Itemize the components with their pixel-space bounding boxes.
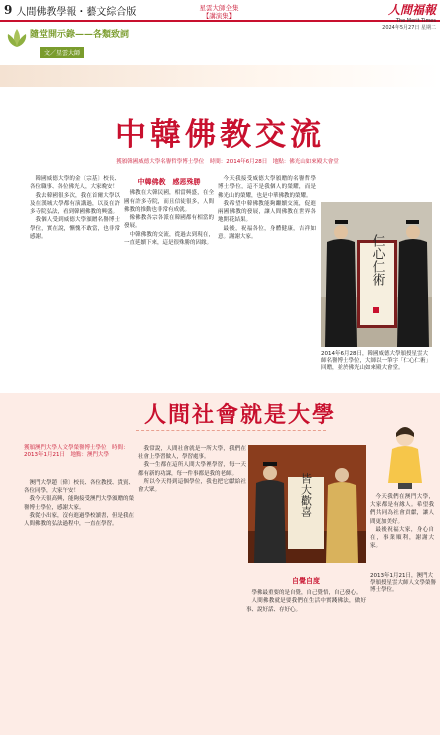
issue-date: 2024年5月27日 星期二 (382, 25, 436, 31)
page-header (0, 0, 440, 22)
paragraph: 佛教在大韓民國，相當興盛，在全國有許多寺院，而且信徒很多，人間佛教的推動也非常有成就。 (124, 190, 214, 213)
author-badge: 文／星雲大師 (40, 47, 84, 58)
paragraph: 我今天很高興，能夠接受澳門大學頒贈的榮譽博士學位，感謝大家。 (24, 496, 135, 511)
paragraph: 最後祝福大家，身心自在，事業順利，謝謝大家。 (370, 526, 434, 550)
paragraph: 今天我們在澳門大學，大家都是有緣人。希望我們共同為社會貢獻，讓人間更加美好。 (370, 494, 434, 525)
paragraph: 我個人受到威德大學頒贈名譽博士學位，實在說，慚愧不敢當，也非常感謝。 (30, 217, 120, 241)
ceremony-photo-illustration (321, 202, 432, 347)
headline-2: 人間社會就是大學 (143, 402, 336, 428)
article-column-1 (24, 479, 134, 528)
section-title: 人間佛教學報・藝文綜合版 (16, 6, 137, 18)
article-column-2 (124, 175, 214, 247)
paragraph: 所以今天得到這個學位，我也把它獻給社會大眾。 (138, 478, 246, 494)
series-label (188, 4, 250, 20)
article-column-3 (246, 573, 366, 614)
divider (136, 430, 326, 431)
paragraph: 我希望中韓佛教能夠繼續交流，促進兩國佛教的發展，讓人間佛教在世界各地開花結果。 (218, 200, 316, 224)
column-title: 隨堂開示錄——各類致詞 (30, 30, 130, 40)
bottom-article (0, 393, 440, 735)
subheading: 自覺自度 (292, 577, 320, 585)
paragraph: 我常說，人間社會就是一所大學，我們在社會上學習做人，學習處事。 (138, 446, 246, 461)
byline: 獲頒韓國威德大學名譽哲學博士學位 時間：2014年6月28日 地點：佛光山如來殿大會堂 (116, 159, 339, 165)
illustration-figure (378, 423, 432, 489)
paragraph: 今天我接受威德大學頒贈的名譽哲學博士學位，這不是我個人的榮耀，而是佛光山的榮耀，也是中華佛教的榮耀。 (218, 176, 316, 199)
page-number: 9 (4, 3, 13, 17)
article-column-1 (30, 175, 120, 241)
headline: 中韓佛教交流 (115, 117, 325, 153)
lotus-icon (4, 25, 30, 55)
paragraph: 人間佛教就是要我們在生活中實踐佛法，做好事、說好話、存好心。 (246, 598, 366, 613)
byline-2: 獲頒澳門大學人文學榮譽博士學位 時間：2013年1月21日 地點：澳門大學 (24, 445, 129, 458)
paragraph: 學佛最重要的是自覺，自己覺悟，自己發心。 (251, 590, 362, 597)
paragraph: 我去韓國很多次，我在首爾大學以及在漢城大學都有演講過，以及在許多寺院弘法，看到韓國佛教的興盛。 (30, 192, 120, 216)
header-wash (0, 65, 440, 87)
photo-caption-2: 2013年1月21日，澳門大學頒授星雲大師人文學榮譽博士學位。 (370, 573, 437, 593)
subheading: 中韓佛教 感恩殊勝 (137, 178, 201, 186)
paragraph: 韓國威德大學的金〔宗基〕校長、各位職事、各位佛光人，大家晚安！ (30, 176, 120, 191)
series-line1: 星雲大師全集 (199, 4, 239, 12)
calligraphy-text: 仁心仁術 (369, 234, 385, 286)
photo-caption: 2014年6月28日，韓國威德大學頒授星雲大師名譽博士學位，大師以一筆字「仁心仁術」回贈，並於佛光山如來殿大會堂。 (321, 351, 432, 371)
paragraph: 我從小出家，沒有進過學校讀書，但是我在人間佛教的弘法過程中，一直在學習。 (24, 512, 135, 528)
calligraphy-text-2: 皆大歡喜 (299, 473, 313, 517)
paragraph: 我一生都在這所人間大學裡學習，每一天都有新的功課，每一件事都是我的老師。 (138, 462, 246, 477)
paragraph: 最後，祝福各位，身體健康，吉祥如意。謝謝大家。 (218, 225, 316, 241)
top-article (0, 25, 440, 387)
ceremony-photo (321, 202, 432, 347)
logo-text: 人間福報 (387, 3, 436, 17)
series-line2: 【講演集】 (202, 12, 236, 20)
article-column-2 (138, 445, 246, 494)
paragraph: 中韓佛教的交流，從過去到現在，一直延續下來，這是很殊勝的因緣。 (124, 231, 214, 247)
paragraph: 澳門大學趙〔偉〕校長、各位教授、貴賓、各位同學，大家午安！ (24, 480, 135, 495)
logo-subtitle: The Merit Times (395, 18, 436, 24)
article-column-3 (218, 175, 316, 241)
paragraph: 像佛教各宗各派在韓國都有相當的發展。 (124, 215, 214, 230)
ceremony-photo-2 (248, 445, 366, 563)
column-header (30, 27, 200, 59)
ceremony-photo-2-illustration (248, 445, 366, 563)
masthead-logo (388, 1, 436, 24)
article-column-4 (370, 493, 434, 550)
